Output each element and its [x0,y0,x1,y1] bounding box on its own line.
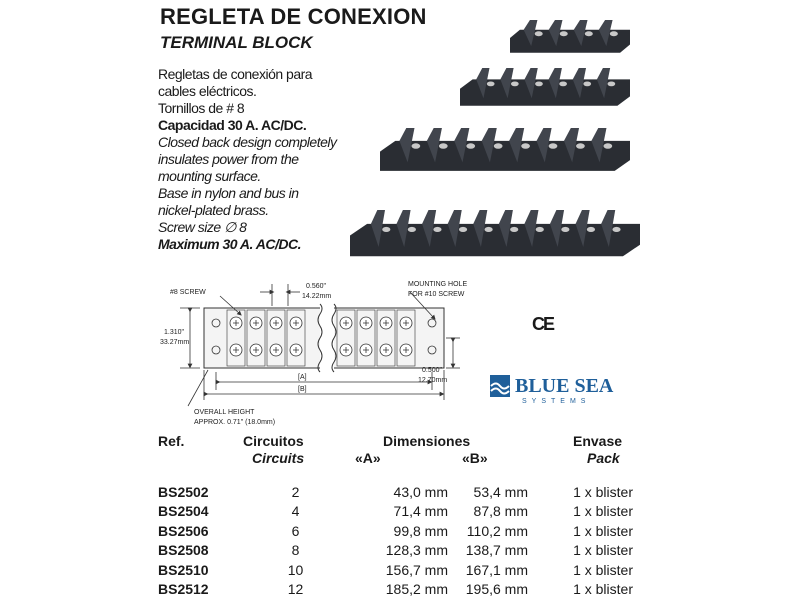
label-dim-b: [B] [298,386,307,393]
header-ref: Ref. [158,433,185,449]
label-width-mm: 33.27mm [160,339,190,346]
cell-circuits: 6 [291,522,300,539]
label-pitch-mm: 14.22mm [302,293,332,300]
desc-es-line-2: cables eléctricos. [158,83,257,99]
logo-sub-text: SYSTEMS [522,398,591,405]
desc-en-line-2: insulates power from the [158,151,299,167]
cell-ref: BS2502 [158,483,209,500]
header-circuitos: Circuitos [243,433,304,449]
desc-es-line-1: Regletas de conexión para [158,66,313,82]
spec-table [158,482,633,599]
desc-en-line-4: Base in nylon and bus in [158,185,299,201]
table-row [158,541,633,561]
label-width-in: 1.310" [164,329,185,336]
cell-dim-a: 43,0 mm [393,483,448,500]
table-row [158,580,633,600]
label-dim-a: [A] [298,374,307,381]
cell-pack: 1 x blister [573,542,633,559]
header-dimensiones: Dimensiones [383,433,471,449]
table-row [158,502,633,522]
cell-circuits: 2 [291,483,300,500]
cell-pack: 1 x blister [573,522,633,539]
table-row [158,482,633,502]
desc-en-max: Maximum 30 A. AC/DC. [158,236,301,252]
cell-dim-b: 87,8 mm [473,503,528,520]
terminal-block-3 [380,128,630,171]
table-row [158,560,633,580]
cell-pack: 1 x blister [573,503,633,520]
desc-en-line-3: mounting surface. [158,168,261,184]
cell-pack: 1 x blister [573,581,633,598]
cell-dim-b: 195,6 mm [465,581,528,598]
page-subtitle: TERMINAL BLOCK [160,33,313,52]
cell-dim-b: 138,7 mm [465,542,528,559]
label-height-1: OVERALL HEIGHT [194,409,255,416]
terminal-blocks-photo [340,10,660,300]
blue-sea-logo [488,372,618,406]
cell-dim-a: 71,4 mm [393,503,448,520]
cell-ref: BS2508 [158,542,209,559]
desc-en-line-6: Screw size ∅ 8 [158,219,247,235]
logo-brand-text: BLUE SEA [515,375,614,397]
terminal-block-2 [460,68,630,106]
desc-es-capacity: Capacidad 30 A. AC/DC. [158,117,307,133]
desc-es-line-3: Tornillos de # 8 [158,100,245,116]
header-dim-b: «B» [462,450,488,466]
header-circuits: Circuits [252,450,305,466]
cell-circuits: 8 [291,542,300,559]
ce-mark: CE [532,314,554,334]
label-edge-in: 0.500" [422,367,443,374]
cell-dim-a: 185,2 mm [385,581,448,598]
cell-circuits: 12 [287,581,304,598]
cell-ref: BS2504 [158,503,209,520]
cell-ref: BS2510 [158,561,209,578]
product-description [158,66,368,253]
terminal-block-1 [510,20,630,53]
label-hole-1: MOUNTING HOLE [408,281,468,288]
cell-dim-a: 128,3 mm [385,542,448,559]
cell-dim-a: 99,8 mm [393,522,448,539]
label-hole-2: FOR #10 SCREW [408,291,465,298]
cell-pack: 1 x blister [573,483,633,500]
table-row [158,521,633,541]
label-height-2: APPROX. 0.71" (18.0mm) [194,419,276,426]
label-pitch-in: 0.560" [306,283,327,290]
cell-ref: BS2512 [158,581,209,598]
cell-ref: BS2506 [158,522,209,539]
cell-dim-a: 156,7 mm [385,561,448,578]
cell-dim-b: 110,2 mm [466,522,528,539]
header-dim-a: «A» [355,450,381,466]
cell-pack: 1 x blister [573,561,633,578]
cell-dim-b: 53,4 mm [473,483,528,500]
terminal-block-4 [350,210,640,256]
dimension-drawing [160,278,500,428]
cell-dim-b: 167,1 mm [465,561,528,578]
cell-circuits: 4 [291,503,300,520]
header-envase: Envase [573,433,623,449]
label-screw: #8 SCREW [170,289,206,296]
desc-en-line-1: Closed back design completely [158,134,337,150]
page-title: REGLETA DE CONEXION [160,4,427,29]
header-pack: Pack [587,450,620,466]
desc-en-line-5: nickel-plated brass. [158,202,269,218]
cell-circuits: 10 [287,561,304,578]
label-edge-mm: 12.70mm [418,377,448,384]
